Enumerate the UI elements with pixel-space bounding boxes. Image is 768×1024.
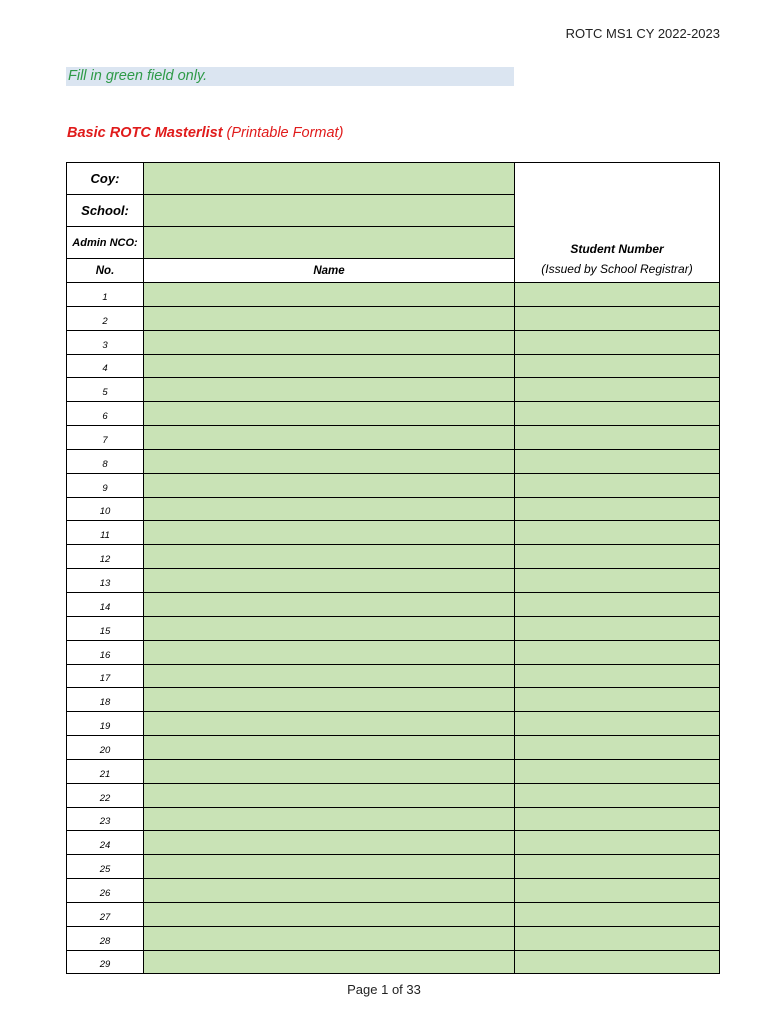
row-number: 10 [67, 497, 144, 521]
table-row [67, 950, 720, 974]
name-field[interactable] [144, 759, 515, 783]
student-number-label: Student Number [570, 242, 664, 256]
name-field[interactable] [144, 449, 515, 473]
table-row [67, 330, 720, 354]
row-number: 13 [67, 569, 144, 593]
instruction-note: Fill in green field only. [66, 67, 514, 86]
row-number: 12 [67, 545, 144, 569]
student-number-field[interactable] [515, 473, 720, 497]
table-row [67, 402, 720, 426]
student-number-field[interactable] [515, 879, 720, 903]
row-number: 20 [67, 736, 144, 760]
name-field[interactable] [144, 521, 515, 545]
student-number-header [515, 163, 720, 283]
table-row [67, 378, 720, 402]
coy-label: Coy: [67, 163, 144, 195]
row-number: 9 [67, 473, 144, 497]
document-code: ROTC MS1 CY 2022-2023 [565, 26, 720, 41]
student-number-field[interactable] [515, 616, 720, 640]
name-field[interactable] [144, 926, 515, 950]
table-row [67, 354, 720, 378]
row-number: 29 [67, 950, 144, 974]
row-number: 24 [67, 831, 144, 855]
no-column-header: No. [67, 259, 144, 283]
student-number-field[interactable] [515, 855, 720, 879]
student-number-field[interactable] [515, 378, 720, 402]
table-row [67, 640, 720, 664]
row-number: 5 [67, 378, 144, 402]
name-field[interactable] [144, 664, 515, 688]
school-label: School: [67, 195, 144, 227]
name-field[interactable] [144, 807, 515, 831]
name-field[interactable] [144, 736, 515, 760]
row-number: 8 [67, 449, 144, 473]
name-field[interactable] [144, 306, 515, 330]
student-number-field[interactable] [515, 545, 720, 569]
student-number-field[interactable] [515, 521, 720, 545]
name-field[interactable] [144, 426, 515, 450]
name-field[interactable] [144, 640, 515, 664]
name-field[interactable] [144, 831, 515, 855]
name-field[interactable] [144, 402, 515, 426]
student-number-field[interactable] [515, 664, 720, 688]
name-field[interactable] [144, 879, 515, 903]
name-field[interactable] [144, 497, 515, 521]
name-field[interactable] [144, 592, 515, 616]
student-number-field[interactable] [515, 283, 720, 307]
row-number: 23 [67, 807, 144, 831]
name-field[interactable] [144, 473, 515, 497]
student-number-field[interactable] [515, 783, 720, 807]
table-row [67, 926, 720, 950]
student-number-field[interactable] [515, 330, 720, 354]
row-number: 27 [67, 902, 144, 926]
name-column-header: Name [144, 259, 515, 283]
student-number-field[interactable] [515, 640, 720, 664]
student-number-field[interactable] [515, 306, 720, 330]
row-number: 25 [67, 855, 144, 879]
table-row [67, 783, 720, 807]
row-number: 19 [67, 712, 144, 736]
row-number: 4 [67, 354, 144, 378]
student-number-field[interactable] [515, 950, 720, 974]
table-row [67, 545, 720, 569]
student-number-field[interactable] [515, 688, 720, 712]
student-number-field[interactable] [515, 354, 720, 378]
row-number: 3 [67, 330, 144, 354]
row-number: 2 [67, 306, 144, 330]
student-number-field[interactable] [515, 426, 720, 450]
row-number: 28 [67, 926, 144, 950]
row-number: 14 [67, 592, 144, 616]
student-number-field[interactable] [515, 449, 720, 473]
table-row [67, 306, 720, 330]
table-row [67, 902, 720, 926]
name-field[interactable] [144, 712, 515, 736]
row-number: 11 [67, 521, 144, 545]
row-number: 15 [67, 616, 144, 640]
title-format: (Printable Format) [222, 125, 344, 141]
coy-field[interactable] [144, 163, 515, 195]
table-row [67, 473, 720, 497]
name-field[interactable] [144, 902, 515, 926]
row-number: 18 [67, 688, 144, 712]
row-number: 7 [67, 426, 144, 450]
student-number-field[interactable] [515, 592, 720, 616]
row-number: 26 [67, 879, 144, 903]
row-number: 17 [67, 664, 144, 688]
table-row [67, 426, 720, 450]
table-row [67, 855, 720, 879]
table-row [67, 449, 720, 473]
name-field[interactable] [144, 569, 515, 593]
row-number: 16 [67, 640, 144, 664]
student-number-note: (Issued by School Registrar) [541, 262, 693, 276]
name-field[interactable] [144, 783, 515, 807]
table-row [67, 569, 720, 593]
student-number-field[interactable] [515, 497, 720, 521]
table-row [67, 592, 720, 616]
name-field[interactable] [144, 330, 515, 354]
student-number-field[interactable] [515, 926, 720, 950]
table-row [67, 879, 720, 903]
admin-nco-label: Admin NCO: [67, 227, 144, 259]
name-field[interactable] [144, 545, 515, 569]
row-number: 22 [67, 783, 144, 807]
name-field[interactable] [144, 950, 515, 974]
name-field[interactable] [144, 354, 515, 378]
page-number: Page 1 of 33 [347, 982, 421, 997]
student-number-field[interactable] [515, 736, 720, 760]
page-title [67, 125, 343, 141]
name-field[interactable] [144, 688, 515, 712]
table-row [67, 688, 720, 712]
table-row [67, 831, 720, 855]
table-row [67, 759, 720, 783]
row-number: 6 [67, 402, 144, 426]
table-row [67, 712, 720, 736]
table-row [67, 521, 720, 545]
table-row [67, 807, 720, 831]
name-field[interactable] [144, 378, 515, 402]
table-row [67, 283, 720, 307]
table-row [67, 497, 720, 521]
name-field[interactable] [144, 855, 515, 879]
admin-nco-field[interactable] [144, 227, 515, 259]
row-number: 1 [67, 283, 144, 307]
name-field[interactable] [144, 283, 515, 307]
masterlist-table [66, 162, 720, 974]
table-row [67, 616, 720, 640]
row-number: 21 [67, 759, 144, 783]
student-number-field[interactable] [515, 759, 720, 783]
school-field[interactable] [144, 195, 515, 227]
name-field[interactable] [144, 616, 515, 640]
table-row [67, 736, 720, 760]
student-number-field[interactable] [515, 902, 720, 926]
student-number-field[interactable] [515, 712, 720, 736]
student-number-field[interactable] [515, 807, 720, 831]
student-number-field[interactable] [515, 569, 720, 593]
student-number-field[interactable] [515, 402, 720, 426]
title-main: Basic ROTC Masterlist [67, 125, 223, 141]
table-row [67, 664, 720, 688]
student-number-field[interactable] [515, 831, 720, 855]
